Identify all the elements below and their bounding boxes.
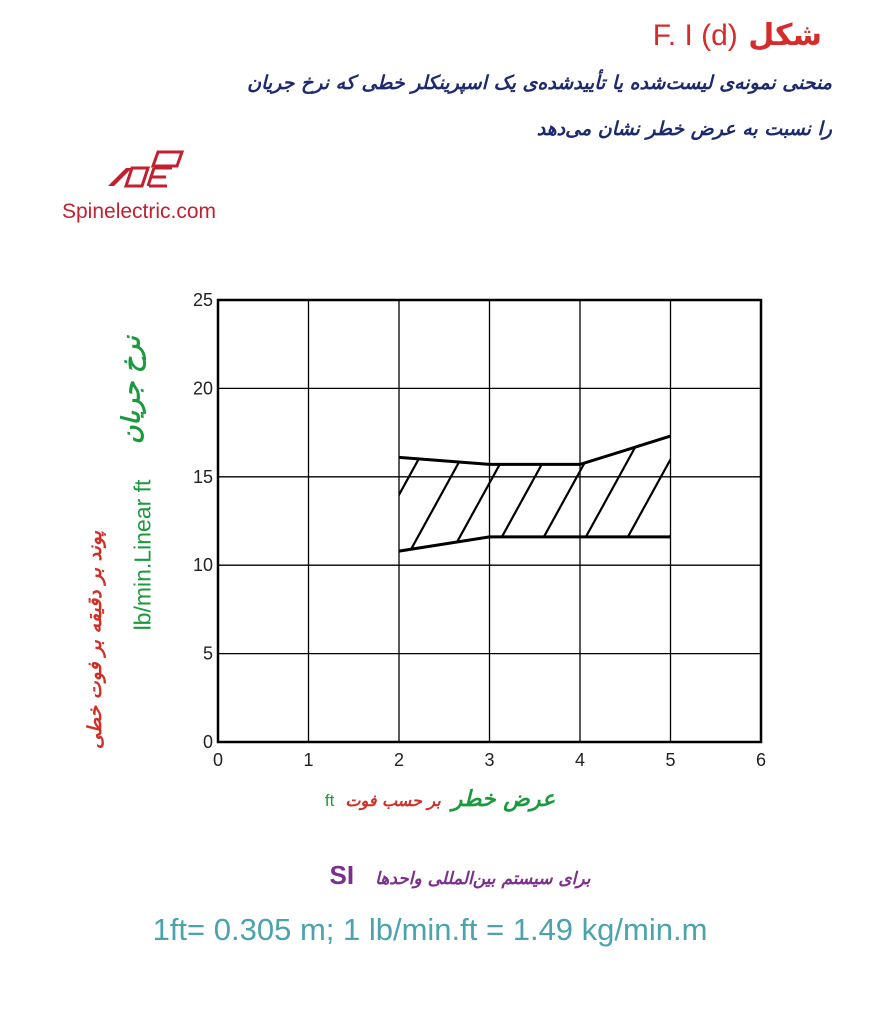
spinelectric-logo-icon: [102, 146, 188, 190]
hatch-line: [284, 436, 347, 551]
si-note-text: برای سیستم بین‌المللی واحدها: [375, 869, 591, 889]
hatch-line: [578, 436, 641, 551]
hatch-line: [326, 436, 389, 551]
hatch-line: [536, 436, 599, 551]
chart-grid: [218, 300, 761, 742]
si-note: [280, 860, 640, 891]
hatch-line: [704, 436, 767, 551]
lower-limit-line: [399, 537, 671, 551]
y-tick-label: 15: [192, 466, 213, 487]
hatch-line: [620, 436, 683, 551]
chart-hatch: [284, 436, 767, 551]
x-tick-label: 1: [303, 750, 314, 770]
x-tick-label: 6: [755, 750, 767, 770]
hatch-line: [662, 436, 725, 551]
hatch-line: [368, 436, 431, 551]
y-tick-label: 10: [192, 555, 213, 576]
chart-ticks: [193, 290, 766, 770]
x-tick-label: 3: [484, 750, 495, 770]
figure-description-line2: را نسبت به عرض خطر نشان می‌دهد: [536, 118, 832, 140]
x-axis-unit: ft: [324, 791, 335, 810]
figure-title-fa: شکل: [748, 18, 822, 53]
conversion-note: 1ft= 0.305 m; 1 lb/min.ft = 1.49 kg/min.m: [152, 912, 708, 947]
logo-text: Spinelectric.com: [62, 200, 217, 223]
y-tick-label: 0: [202, 732, 213, 752]
figure-title: [560, 18, 822, 53]
x-axis-label: [280, 787, 600, 812]
y-tick-label: 25: [192, 290, 213, 310]
y-axis-unit-fa: پوند بر دقیقه بر فوت خطی: [84, 530, 106, 750]
chart: [180, 280, 790, 780]
upper-limit-line: [399, 436, 671, 464]
y-tick-label: 20: [192, 378, 213, 399]
x-axis-unit-fa: بر حسب فوت: [345, 791, 441, 810]
hatch-line: [494, 436, 557, 551]
figure-description-line1: منحنی نمونه‌ی لیست‌شده یا تأییدشده‌ی یک اسپرینکلر خطی که نرخ جریان: [247, 72, 832, 94]
x-tick-label: 2: [393, 750, 405, 770]
x-axis-title: عرض خطر: [451, 787, 556, 812]
y-axis-unit: lb/min.Linear ft: [129, 479, 156, 631]
y-tick-label: 5: [202, 643, 213, 664]
x-tick-label: 5: [665, 750, 676, 770]
hatch-line: [452, 436, 515, 551]
si-code: SI: [329, 860, 355, 890]
x-tick-label: 0: [212, 750, 224, 770]
hatch-line: [410, 436, 473, 551]
y-axis-title: نرخ جریان: [116, 336, 146, 444]
figure-title-code: F. I (d): [652, 19, 738, 52]
x-tick-label: 4: [574, 750, 586, 770]
